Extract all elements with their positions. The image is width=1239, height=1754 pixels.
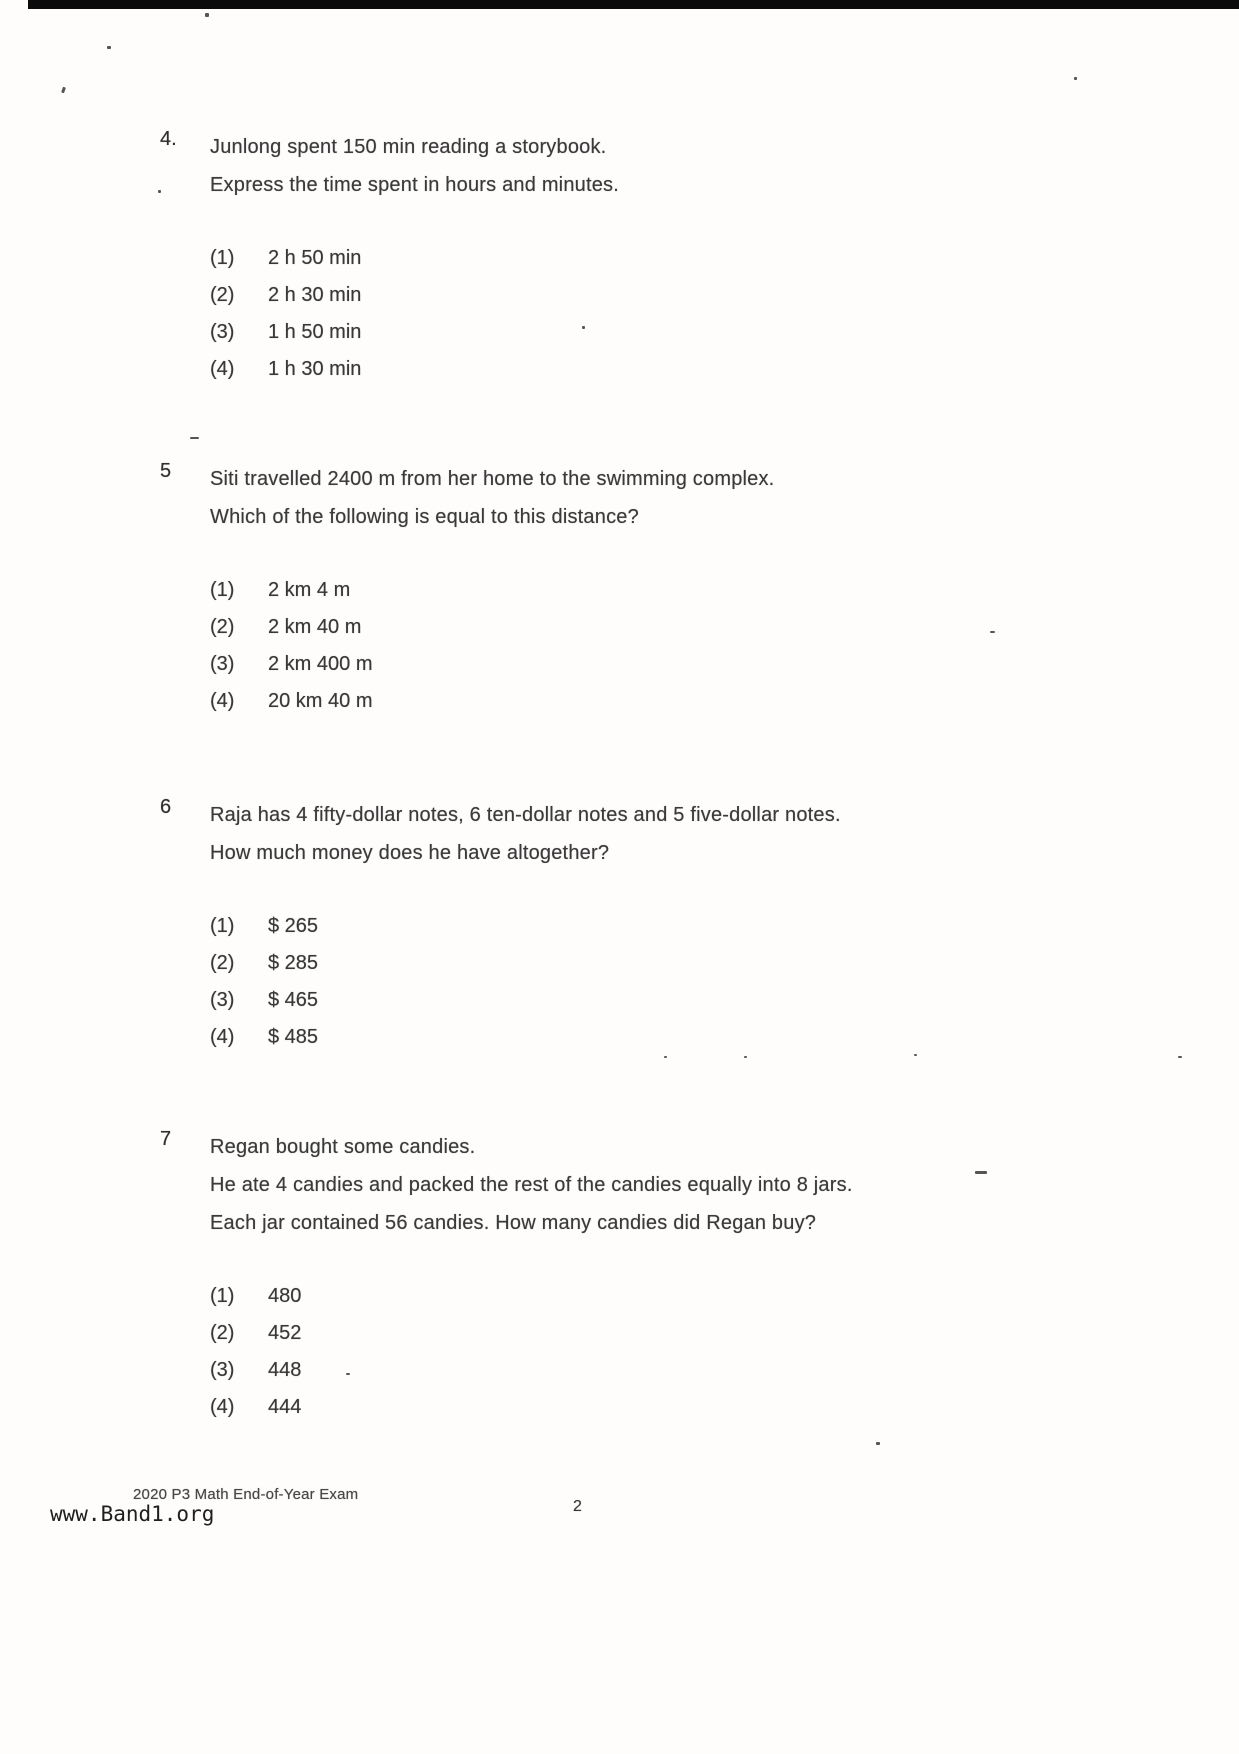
scan-speck [664,1056,667,1058]
question-text-line: Which of the following is equal to this distance? [210,506,639,528]
option-text: 2 km 40 m [268,616,362,638]
option [210,1278,1120,1315]
question-5 [160,460,1120,720]
option-marker: (4) [210,1396,235,1418]
question-4 [160,128,1120,388]
option-marker: (4) [210,358,235,380]
question-6 [160,796,1120,1056]
option-text: 20 km 40 m [268,690,373,712]
option-text: $ 285 [268,952,319,974]
option [210,945,1120,982]
question-number: 5 [160,460,172,482]
options-list [210,1278,1120,1426]
scan-speck [346,1373,350,1375]
question-number: 6 [160,796,172,818]
option-text: 1 h 50 min [268,321,362,343]
scan-artifact-top-bar [28,0,1239,9]
option [210,609,1120,646]
option-marker: (3) [210,653,235,675]
option-text: 2 h 50 min [268,247,362,269]
option [210,1389,1120,1426]
scan-speck [190,437,199,439]
option [210,1352,1120,1389]
question-text-line: Junlong spent 150 min reading a storybook. [210,136,607,158]
watermark-url: www.Band1.org [50,1502,215,1526]
option [210,908,1120,945]
option [210,1315,1120,1352]
option-text: 1 h 30 min [268,358,362,380]
option-text: 2 km 400 m [268,653,373,675]
option-text: 444 [268,1396,302,1418]
question-text-line: Each jar contained 56 candies. How many candies did Regan buy? [210,1212,817,1234]
option [210,646,1120,683]
option [210,314,1120,351]
option-text: $ 465 [268,989,319,1011]
option [210,351,1120,388]
option-text: 480 [268,1285,302,1307]
option-text: 2 km 4 m [268,579,351,601]
question-number: 4. [160,128,177,150]
scan-speck [744,1056,747,1058]
scan-speck [158,190,161,193]
option-marker: (3) [210,321,235,343]
page-number: 2 [573,1498,582,1515]
footer-exam-title: 2020 P3 Math End-of-Year Exam [133,1486,359,1503]
option [210,572,1120,609]
option-marker: (1) [210,579,235,601]
option-text: 452 [268,1322,302,1344]
question-text-line: Raja has 4 fifty-dollar notes, 6 ten-dollar notes and 5 five-dollar notes. [210,804,841,826]
option [210,982,1120,1019]
scan-speck [582,326,585,329]
question-number: 7 [160,1128,172,1150]
scan-speck [1178,1056,1182,1058]
option-marker: (2) [210,952,235,974]
option [210,277,1120,314]
option-text: $ 485 [268,1026,319,1048]
question-text-line: Siti travelled 2400 m from her home to the swimming complex. [210,468,775,490]
question-text-line: Regan bought some candies. [210,1136,476,1158]
option-text: $ 265 [268,915,319,937]
options-list [210,908,1120,1056]
option [210,240,1120,277]
question-text-line: How much money does he have altogether? [210,842,610,864]
option [210,1019,1120,1056]
option-marker: (3) [210,989,235,1011]
option-text: 448 [268,1359,302,1381]
option-marker: (1) [210,247,235,269]
option-marker: (4) [210,1026,235,1048]
scan-speck [1074,77,1077,80]
scan-speck [914,1054,917,1056]
option-marker: (1) [210,1285,235,1307]
scan-speck [107,46,111,49]
options-list [210,240,1120,388]
options-list [210,572,1120,720]
option-marker: (3) [210,1359,235,1381]
option [210,683,1120,720]
scan-speck [61,87,66,94]
scan-speck [205,13,209,17]
scan-speck [975,1171,987,1174]
scan-speck [876,1442,880,1445]
option-marker: (2) [210,616,235,638]
option-marker: (2) [210,1322,235,1344]
option-marker: (1) [210,915,235,937]
option-text: 2 h 30 min [268,284,362,306]
scan-speck [990,631,995,633]
option-marker: (4) [210,690,235,712]
question-text-line: He ate 4 candies and packed the rest of the candies equally into 8 jars. [210,1174,853,1196]
option-marker: (2) [210,284,235,306]
question-text-line: Express the time spent in hours and minutes. [210,174,620,196]
